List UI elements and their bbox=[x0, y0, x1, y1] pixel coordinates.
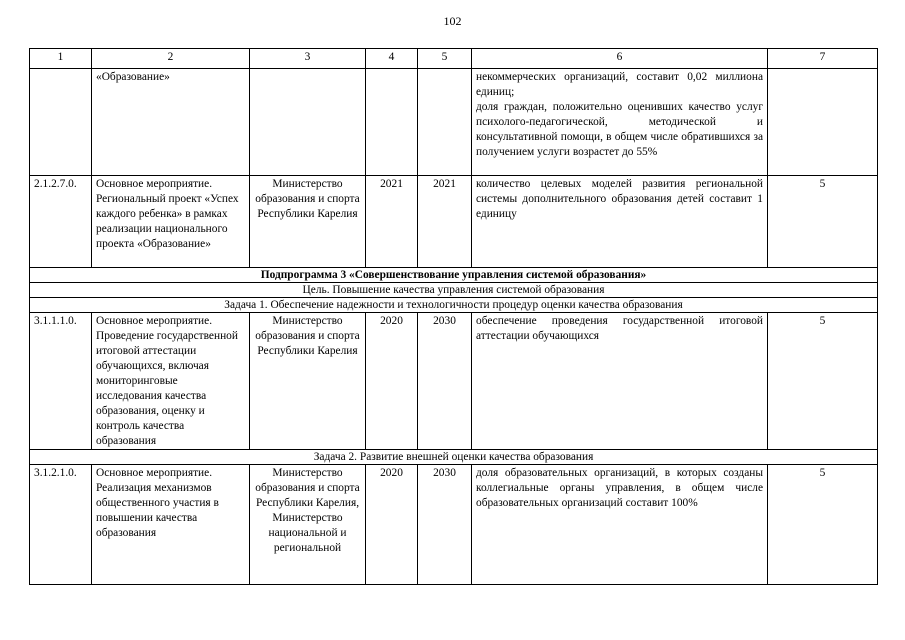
subprogram-title: Подпрограмма 3 «Совершенствование управления системой образования» bbox=[30, 268, 878, 283]
event-name: Основное мероприятие. Реализация механизмов общественного участия в повышении качества образования bbox=[92, 465, 250, 585]
program-table bbox=[29, 48, 878, 585]
start-year: 2020 bbox=[366, 465, 418, 585]
indicator-link: 5 bbox=[768, 465, 878, 585]
end-year: 2021 bbox=[418, 176, 472, 268]
row-number: 2.1.2.7.0. bbox=[30, 176, 92, 268]
event-name-line: Основное мероприятие. Региональный проект «Успех каждого ребенка» в рамках реализации национального проекта «Образование» bbox=[96, 178, 239, 250]
table-row bbox=[30, 465, 878, 585]
goal-text: Цель. Повышение качества управления системой образования bbox=[30, 283, 878, 298]
indicator-link: 5 bbox=[768, 313, 878, 450]
task-row bbox=[30, 450, 878, 465]
executor: Министерство образования и спорта Республики Карелия bbox=[250, 313, 366, 450]
page-number: 102 bbox=[443, 14, 462, 28]
start-year: 2020 bbox=[366, 313, 418, 450]
header-row bbox=[30, 49, 878, 69]
end-year bbox=[418, 69, 472, 176]
end-year: 2030 bbox=[418, 313, 472, 450]
result-paragraph: некоммерческих организаций, составит 0,02 миллиона единиц; bbox=[476, 71, 763, 98]
header-cell-7: 7 bbox=[768, 49, 878, 69]
event-name: Основное мероприятие. Проведение государственной итоговой аттестации обучающихся, включая мониторинговые исследования качества образования, оценку и контроль качества образования bbox=[92, 313, 250, 450]
event-name-line: «Образование» bbox=[96, 71, 170, 83]
header-cell-1: 1 bbox=[30, 49, 92, 69]
table-row bbox=[30, 313, 878, 450]
start-year bbox=[366, 69, 418, 176]
executor-line: Министерство образования и спорта Республики Карелия bbox=[255, 178, 360, 220]
row-number: 3.1.2.1.0. bbox=[30, 465, 92, 585]
expected-result bbox=[472, 69, 768, 176]
indicator-link bbox=[768, 69, 878, 176]
expected-result: обеспечение проведения государственной итоговой аттестации обучающихся bbox=[472, 313, 768, 450]
start-year: 2021 bbox=[366, 176, 418, 268]
row-number bbox=[30, 69, 92, 176]
result-paragraph: количество целевых моделей развития региональной системы дополнительного образования детей составит 1 единицу bbox=[476, 178, 763, 220]
event-name bbox=[92, 176, 250, 268]
goal-row bbox=[30, 283, 878, 298]
executor bbox=[250, 69, 366, 176]
executor: Министерство образования и спорта Республики Карелия, Министерство национальной и региональной bbox=[250, 465, 366, 585]
task-row bbox=[30, 298, 878, 313]
table-row bbox=[30, 176, 878, 268]
row-number: 3.1.1.1.0. bbox=[30, 313, 92, 450]
header-cell-5: 5 bbox=[418, 49, 472, 69]
subprogram-row bbox=[30, 268, 878, 283]
header-cell-2: 2 bbox=[92, 49, 250, 69]
end-year: 2030 bbox=[418, 465, 472, 585]
task-2-text: Задача 2. Развитие внешней оценки качества образования bbox=[30, 450, 878, 465]
expected-result bbox=[472, 176, 768, 268]
table-row bbox=[30, 69, 878, 176]
header-cell-4: 4 bbox=[366, 49, 418, 69]
header-cell-6: 6 bbox=[472, 49, 768, 69]
header-cell-3: 3 bbox=[250, 49, 366, 69]
event-name bbox=[92, 69, 250, 176]
task-1-text: Задача 1. Обеспечение надежности и технологичности процедур оценки качества образования bbox=[30, 298, 878, 313]
executor bbox=[250, 176, 366, 268]
indicator-link: 5 bbox=[768, 176, 878, 268]
expected-result: доля образовательных организаций, в которых созданы коллегиальные органы управления, в общем числе образовательных организаций составит 100% bbox=[472, 465, 768, 585]
result-paragraph: доля граждан, положительно оценивших качество услуг психолого-педагогической, методической и консультативной помощи, в общем числе обратившихся за получением услуги возрастет до 55% bbox=[476, 101, 763, 158]
